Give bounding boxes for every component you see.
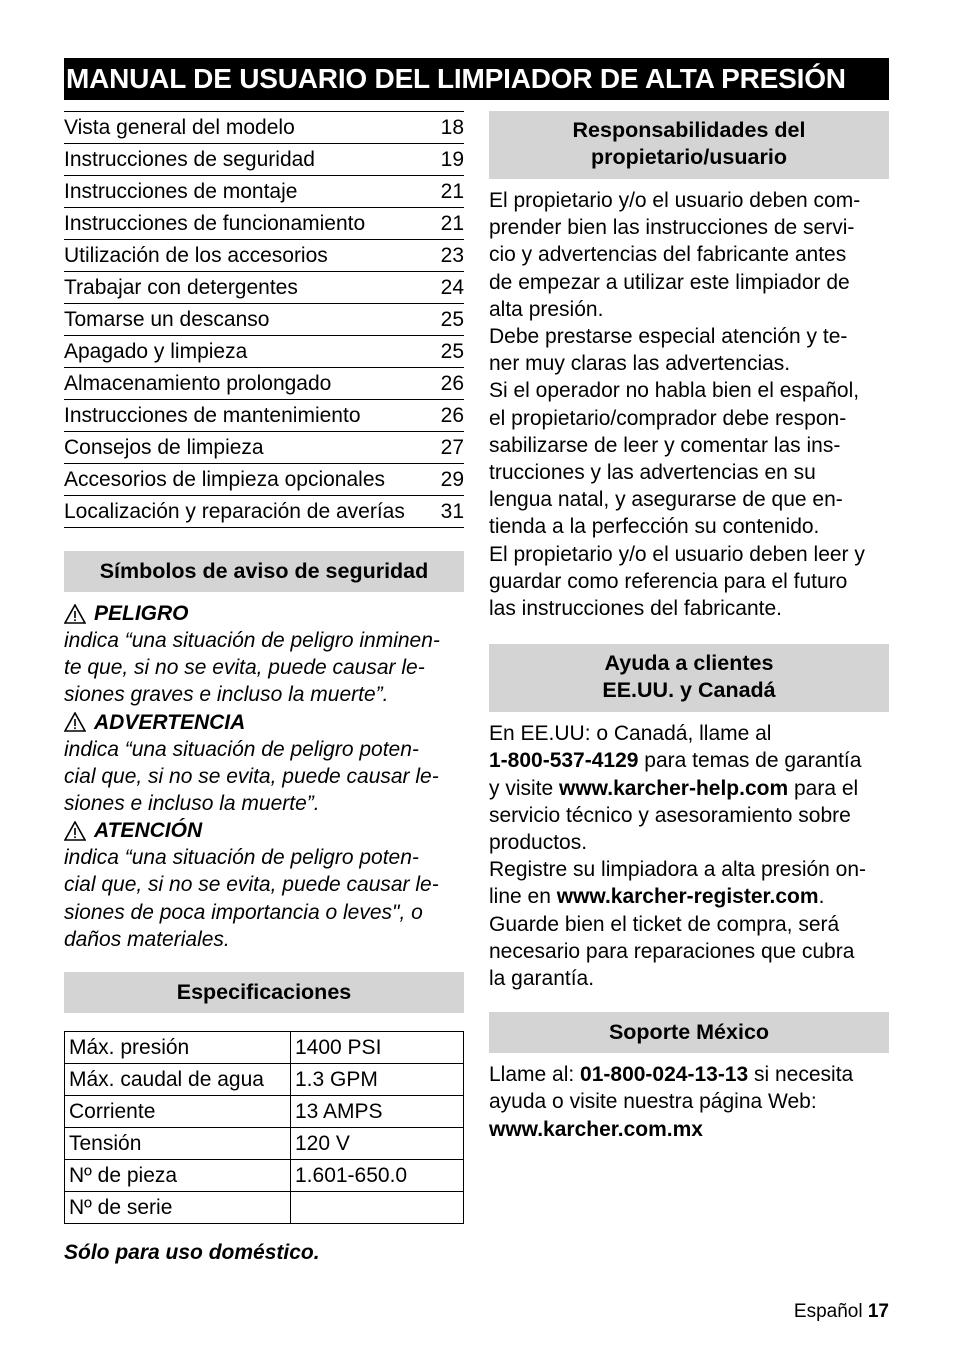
spec-row [65,1032,464,1064]
table-of-contents [64,111,464,528]
us-support-line: necesario para reparaciones que cubra [489,939,855,963]
spec-row [65,1192,464,1224]
owner-line: guardar como referencia para el futuro [489,569,848,593]
register-url-link[interactable]: www.karcher-register.com [556,885,819,909]
safety-symbol-text: cial que, si no se evita, puede causar le- [64,764,439,788]
spec-row [65,1160,464,1192]
mx-support-text: Llame al: [489,1063,581,1087]
left-column [64,111,464,1265]
toc-row[interactable] [64,144,464,176]
warning-triangle-icon [64,604,94,624]
safety-symbol-text: siones graves e incluso la muerte”. [64,683,389,707]
owner-line: el propietario/comprador debe respon- [489,406,847,430]
us-support-text: para el [788,776,859,800]
toc-label: Instrucciones de mantenimiento [64,400,438,432]
footer-language: Español [793,1301,863,1322]
spec-key: Nº de pieza [65,1160,291,1192]
spec-value: 120 V [291,1128,464,1160]
toc-page: 18 [438,112,464,144]
toc-page: 27 [438,432,464,464]
safety-symbol-text: siones e incluso la muerte”. [64,792,320,816]
us-support-heading-line2: EE.UU. y Canadá [602,678,776,703]
toc-page: 25 [438,304,464,336]
owner-line: prender bien las instrucciones de servi- [489,216,855,240]
owner-line: ner muy claras las advertencias. [489,352,791,376]
us-support-text: . [818,885,825,909]
mx-support-line [489,1116,889,1143]
us-phone: 1-800-537-4129 [489,749,639,773]
spec-value [291,1192,464,1224]
owner-line: las instrucciones del fabricante. [489,597,782,621]
toc-label: Localización y reparación de averías [64,496,438,528]
toc-label: Vista general del modelo [64,112,438,144]
safety-symbol-title [64,600,464,627]
safety-symbol-text: indica “una situación de peligro poten- [64,737,419,761]
toc-page: 31 [438,496,464,528]
safety-symbol-title [64,817,464,844]
safety-symbol-text: indica “una situación de peligro inminen- [64,629,440,652]
owner-line: de empezar a utilizar este limpiador de [489,270,850,294]
us-support-line: Guarde bien el ticket de compra, será [489,912,840,936]
right-column [489,111,889,1143]
owner-line: alta presión. [489,297,604,321]
safety-symbol-text: te que, si no se evita, puede causar le- [64,656,425,680]
spec-row [65,1096,464,1128]
safety-symbol-title [64,709,464,736]
us-support-line: servicio técnico y asesoramiento sobre [489,803,851,827]
safety-symbol-label: ATENCIÓN [94,819,203,843]
spec-key: Nº de serie [65,1192,291,1224]
us-support-line [489,775,889,802]
toc-label: Accesorios de limpieza opcionales [64,464,438,496]
toc-page: 24 [438,272,464,304]
toc-label: Consejos de limpieza [64,432,438,464]
toc-page: 21 [438,176,464,208]
mx-url-link[interactable]: www.karcher.com.mx [489,1117,703,1141]
toc-page: 25 [438,336,464,368]
toc-row[interactable] [64,400,464,432]
specs-heading: Especificaciones [64,972,464,1013]
us-support-line: la garantía. [489,967,595,991]
domestic-use-note: Sólo para uso doméstico. [64,1241,320,1265]
us-support-line [489,747,889,774]
mexico-support-heading: Soporte México [489,1012,889,1053]
help-url-link[interactable]: www.karcher-help.com [559,776,789,800]
toc-row[interactable] [64,368,464,400]
safety-symbols-list [64,600,464,953]
warning-triangle-icon [64,712,94,732]
toc-row[interactable] [64,112,464,144]
toc-label: Instrucciones de seguridad [64,144,438,176]
spec-key: Tensión [65,1128,291,1160]
mx-support-line: ayuda o visite nuestra página Web: [489,1090,817,1114]
mx-support-line [489,1061,889,1088]
owner-line: sabilizarse de leer y comentar las ins- [489,433,841,457]
owner-line: Si el operador no habla bien el español, [489,379,860,403]
page-footer [794,1301,889,1323]
page-title: MANUAL DE USUARIO DEL LIMPIADOR DE ALTA PRESIÓN [64,58,889,100]
toc-label: Instrucciones de funcionamiento [64,208,438,240]
toc-page: 29 [438,464,464,496]
owner-heading-line2: propietario/usuario [591,145,787,169]
toc-page: 19 [438,144,464,176]
toc-row[interactable] [64,304,464,336]
mx-phone: 01-800-024-13-13 [580,1063,749,1087]
owner-heading-line1: Responsabilidades del [572,118,806,142]
spec-value: 1400 PSI [291,1032,464,1064]
owner-line: cio y advertencias del fabricante antes [489,243,847,267]
us-support-text: y visite [489,776,560,800]
us-support-paragraph [489,720,889,992]
mexico-support-paragraph [489,1061,889,1143]
spec-key: Máx. presión [65,1032,291,1064]
toc-label: Apagado y limpieza [64,336,438,368]
spec-key: Máx. caudal de agua [65,1064,291,1096]
safety-symbol-item [64,600,464,709]
safety-symbol-text: indica “una situación de peligro poten- [64,846,419,870]
toc-row[interactable] [64,176,464,208]
safety-symbol-label: PELIGRO [94,602,189,625]
toc-page: 21 [438,208,464,240]
toc-page: 26 [438,400,464,432]
toc-label: Almacenamiento prolongado [64,368,438,400]
spec-value: 1.3 GPM [291,1064,464,1096]
owner-line: El propietario y/o el usuario deben leer y [489,542,865,566]
spec-key: Corriente [65,1096,291,1128]
owner-line: El propietario y/o el usuario deben com- [489,189,861,212]
specs-table [64,1031,464,1224]
toc-label: Tomarse un descanso [64,304,438,336]
mx-support-text: si necesita [748,1063,854,1087]
toc-label: Utilización de los accesorios [64,240,438,272]
us-support-line [489,883,889,910]
toc-row[interactable] [64,496,464,528]
owner-paragraph [489,187,889,622]
owner-heading [489,111,889,179]
us-support-text: para temas de garantía [638,749,862,773]
toc-row[interactable] [64,336,464,368]
page-number: 17 [867,1301,889,1322]
toc-page: 23 [438,240,464,272]
toc-label: Instrucciones de montaje [64,176,438,208]
safety-symbol-text: cial que, si no se evita, puede causar le- [64,873,439,897]
spec-row [65,1128,464,1160]
safety-symbol-label: ADVERTENCIA [94,710,246,734]
us-support-line: productos. [489,831,588,855]
safety-symbol-text: daños materiales. [64,927,230,951]
us-support-line: En EE.UU: o Canadá, llame al [489,722,772,746]
toc-row[interactable] [64,208,464,240]
us-support-heading-line1: Ayuda a clientes [604,651,774,676]
warning-triangle-icon [64,821,94,841]
spec-value: 1.601-650.0 [291,1160,464,1192]
spec-value: 13 AMPS [291,1096,464,1128]
owner-line: Debe prestarse especial atención y te- [489,325,848,349]
us-support-line: Registre su limpiadora a alta presión on- [489,858,867,882]
safety-symbol-item [64,817,464,953]
toc-row[interactable] [64,240,464,272]
toc-label: Trabajar con detergentes [64,272,438,304]
toc-row[interactable] [64,464,464,496]
toc-row[interactable] [64,272,464,304]
us-support-heading [489,644,889,712]
toc-page: 26 [438,368,464,400]
owner-line: lengua natal, y asegurarse de que en- [489,488,843,512]
safety-symbol-item [64,709,464,818]
owner-line: trucciones y las advertencias en su [489,461,816,485]
owner-line: tienda a la perfección su contenido. [489,515,820,539]
spec-row [65,1064,464,1096]
us-support-text: line en [489,885,557,909]
toc-row[interactable] [64,432,464,464]
symbols-heading: Símbolos de aviso de seguridad [64,551,464,592]
safety-symbol-text: siones de poca importancia o leves", o [64,900,423,924]
